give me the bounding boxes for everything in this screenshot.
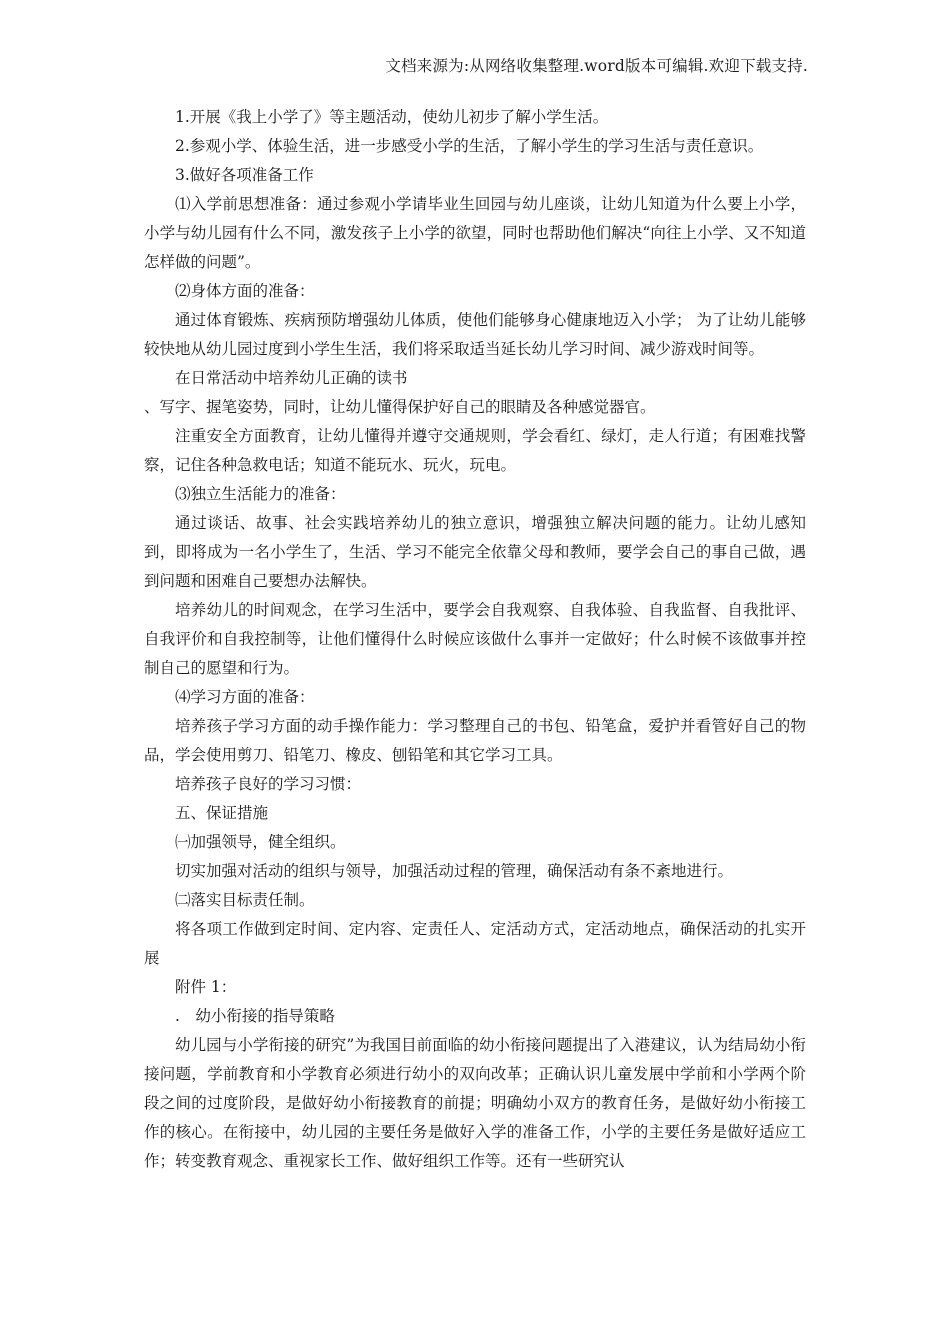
paragraph-physical-prep-heading: ⑵身体方面的准备： <box>175 282 315 300</box>
paragraph-appendix-body: 幼儿园与小学衔接的研究”为我国目前面临的幼小衔接问题提出了入港建议，认为结局幼小衔接问题，学前教育和小学教育必须进行幼小的双向改革；正确认识儿童发展中学前和小学两个阶段之间的过度阶段，是做好幼小衔接教育的前提；明确幼小双方的教育任务，是做好幼小衔接工作的核心。在衔接中，幼儿园的主要任务是做好入学的准备工作，小学的主要任务是做好适应工作；转变教育观念、重视家长工作、做好组织工作等。还有一些研究认 <box>144 1036 806 1170</box>
paragraph-study-habits: 培养孩子良好的学习习惯： <box>175 775 362 793</box>
paragraph-independence: 通过谈话、故事、社会实践培养幼儿的独立意识，增强独立解决问题的能力。让幼儿感知到，即将成为一名小学生了，生活、学习不能完全依靠父母和教师，要学会自己的事自己做，遇到问题和困难自己要想办法解快。 <box>144 514 806 590</box>
paragraph-study-prep-heading: ⑷学习方面的准备： <box>175 688 315 706</box>
paragraph-measure-2: 将各项工作做到定时间、定内容、定责任人、定活动方式，定活动地点，确保活动的扎实开展 <box>144 920 806 967</box>
paragraph-activity-2: 2.参观小学、体验生活，进一步感受小学的生活，了解小学生的学习生活与责任意识。 <box>175 137 764 155</box>
document-body <box>144 103 806 1176</box>
section-heading-measures: 五、保证措施 <box>175 804 269 822</box>
paragraph-time-concept: 培养幼儿的时间观念，在学习生活中，要学会自我观察、自我体验、自我监督、自我批评、自我评价和自我控制等，让他们懂得什么时候应该做什么事并一定做好；什么时候不该做事并控制自己的愿望和行为。 <box>144 601 806 677</box>
appendix-title: . 幼小衔接的指导策略 <box>175 1007 335 1025</box>
paragraph-physical-prep: 通过体育锻炼、疾病预防增强幼儿体质，使他们能够身心健康地迈入小学； 为了让幼儿能够较快地从幼儿园过度到小学生生活，我们将采取适当延长幼儿学习时间、减少游戏时间等。 <box>144 311 806 358</box>
paragraph-daily-activity: 在日常活动中培养幼儿正确的读书 <box>175 369 408 387</box>
paragraph-measure-2-heading: ㈡落实目标责任制。 <box>175 891 315 909</box>
paragraph-measure-1-heading: ㈠加强领导，健全组织。 <box>175 833 346 851</box>
paragraph-study-prep: 培养孩子学习方面的动手操作能力：学习整理自己的书包、铅笔盒，爱护并看管好自己的物品，学会使用剪刀、铅笔刀、橡皮、刨铅笔和其它学习工具。 <box>144 717 806 764</box>
paragraph-activity-3: 3.做好各项准备工作 <box>175 166 314 184</box>
appendix-label: 附件 1： <box>175 978 237 996</box>
paragraph-activity-1: 1.开展《我上小学了》等主题活动，使幼儿初步了解小学生活。 <box>175 108 609 126</box>
document-source-note: 文档来源为:从网络收集整理.word版本可编辑.欢迎下载支持. <box>385 57 808 75</box>
paragraph-mental-prep: ⑴入学前思想准备：通过参观小学请毕业生回园与幼儿座谈，让幼儿知道为什么要上小学，小学与幼儿园有什么不同，激发孩子上小学的欲望，同时也帮助他们解决“向往上小学、又不知道怎样做的问题”。 <box>144 195 806 271</box>
paragraph-writing-posture: 、写字、握笔姿势，同时，让幼儿懂得保护好自己的眼睛及各种感觉器官。 <box>144 398 656 416</box>
paragraph-independence-heading: ⑶独立生活能力的准备： <box>175 485 346 503</box>
paragraph-measure-1: 切实加强对活动的组织与领导，加强活动过程的管理，确保活动有条不紊地进行。 <box>175 862 734 880</box>
paragraph-safety: 注重安全方面教育，让幼儿懂得并遵守交通规则，学会看红、绿灯，走人行道；有困难找警察，记住各种急救电话；知道不能玩水、玩火，玩电。 <box>144 427 806 474</box>
